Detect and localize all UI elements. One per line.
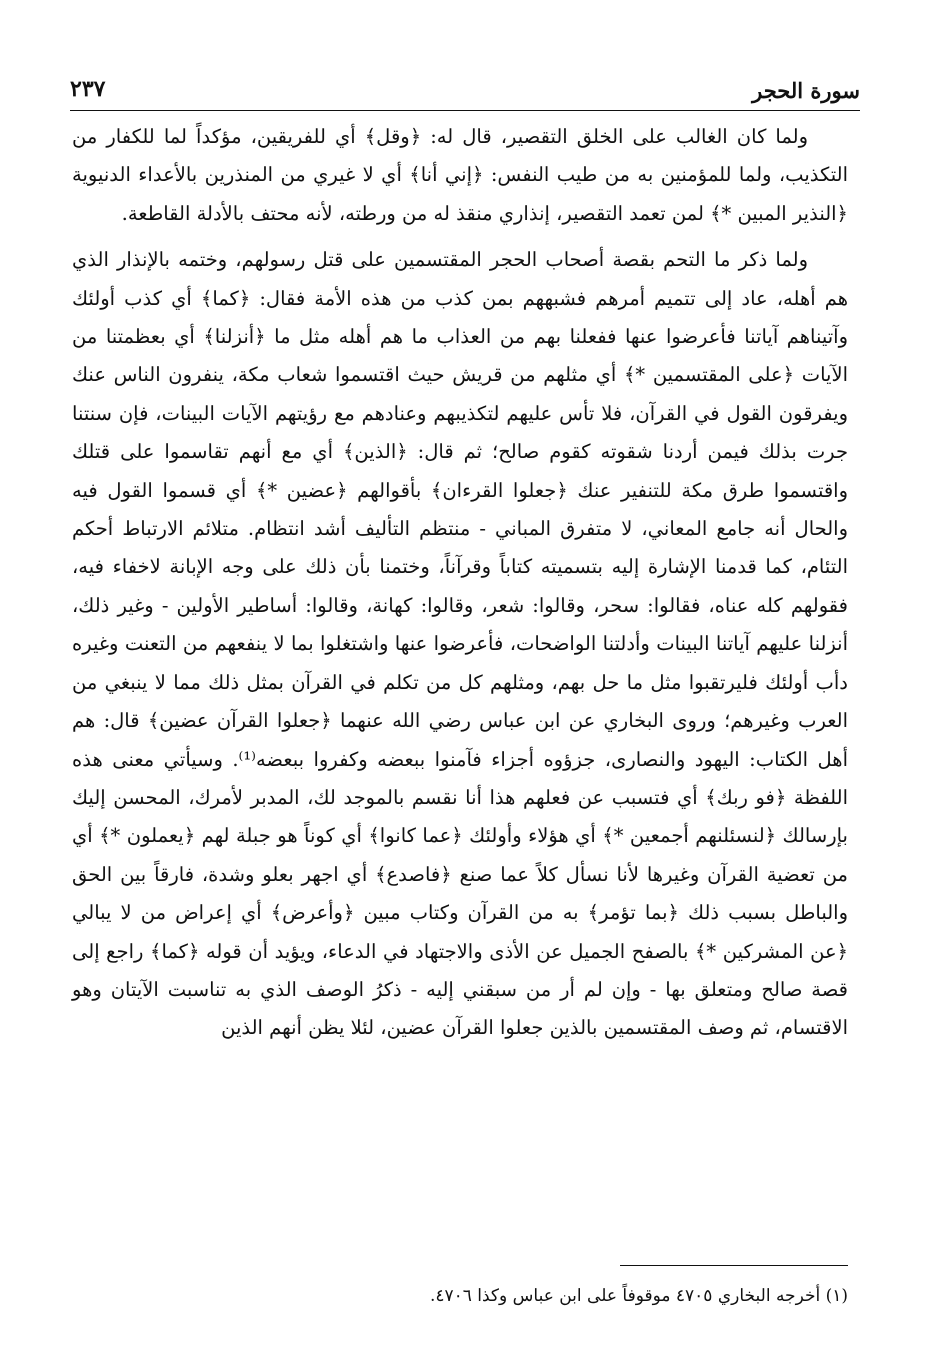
surah-title: سورة الحجر (752, 78, 860, 103)
header-divider (70, 110, 860, 111)
paragraph-1: ولما كان الغالب على الخلق التقصير، قال له: ﴿وقل﴾ أي للفريقين، مؤكداً لما للكفار من التكذيب، ولما للمؤمنين به من طيب النفس: ﴿إني أنا﴾ أي لا غيري من المنذرين بالأعداء الدنيوية ﴿النذير المبين *﴾ لمن تعمد التقصير، إنذاري منقذ له من ورطته، لأنه محتف بالأدلة القاطعة. (72, 125, 848, 225)
page-header (70, 70, 860, 110)
paragraph-2: ولما ذكر ما التحم بقصة أصحاب الحجر المقتسمين على قتل رسولهم، وختمه بالإنذار الذي هم أهله، عاد إلى تتميم أمرهم فشبههم بمن كذب من هذه الأمة فقال: ﴿كما﴾ أي كذب أولئك وآتيناهم آياتنا فأعرضوا عنها ففعلنا بهم من العذاب ما هم أهله مثل ما ﴿أنزلنا﴾ أي بعظمتنا من الآيات ﴿على المقتسمين *﴾ أي مثلهم من قريش حيث اقتسموا شعاب مكة، ينفرون الناس عنك ويفرقون القول في القرآن، فلا تأس عليهم لتكذيبهم وعنادهم مع رؤيتهم الآيات البينات، فإن سنتنا جرت بذلك فيمن أردنا شقوته كقوم صالح؛ ثم قال: ﴿الذين﴾ أي مع أنهم تقاسموا على قتلك واقتسموا طرق مكة للتنفير عنك ﴿جعلوا القرءان﴾ بأقوالهم ﴿عضين *﴾ أي قسموا القول فيه والحال أنه جامع المعاني، لا متفرق المباني - منتظم التأليف أشد انتظام. متلائم الارتباط أحكم التئام، كما قدمنا الإشارة إليه بتسميته كتاباً وقرآناً، وختمنا بأن ذلك على وجه الإبانة لاخفاء فيه، فقولهم كله عناه، فقالوا: سحر، وقالوا: شعر، وقالوا: كهانة، وقالوا: أساطير الأولين - وغير ذلك، أنزلنا عليهم آياتنا البينات وأدلتنا الواضحات، فأعرضوا عنها واشتغلوا بما لا ينفعهم من التعنت وغيره دأب أولئك فليرتقبوا مثل ما حل بهم، ومثلهم كل من تكلم في القرآن بمثل ذلك مما لا ينبغي من العرب وغيرهم؛ وروى البخاري عن ابن عباس رضي الله عنهما ﴿جعلوا القرآن عضين﴾ قال: هم أهل الكتاب: اليهود والنصارى، جزؤوه أجزاء فآمنوا ببعضه وكفروا ببعضه⁽¹⁾. وسيأتي معنى هذه اللفظة ﴿فو ربك﴾ أي فتسبب عن فعلهم هذا أنا نقسم بالموجد لك، المدبر لأمرك، المحسن إليك بإرسالك ﴿لنسئلنهم أجمعين *﴾ أي هؤلاء وأولئك ﴿عما كانوا﴾ أي كوناً هو جبلة لهم ﴿يعملون *﴾ أي من تعضية القرآن وغيرها لأنا نسأل كلاً عما صنع ﴿فاصدع﴾ أي اجهر بعلو وشدة، فارقاً بين الحق والباطل بسبب ذلك ﴿بما تؤمر﴾ به من القرآن وكتاب مبين ﴿وأعرض﴾ أي إعراض من لا يبالي ﴿عن المشركين *﴾ بالصفح الجميل عن الأذى والاجتهاد في الدعاء، ويؤيد أن قوله ﴿كما﴾ راجع إلى قصة صالح ومتعلق بها - وإن لم أر من سبقني إليه - ذكرُ الوصف الذي به تناسبت الآيتان وهو الاقتسام، ثم وصف المقتسمين بالذين جعلوا القرآن عضين، لئلا يظن أنهم الذين (72, 248, 848, 1040)
footnote-divider (620, 1265, 848, 1266)
main-text (72, 118, 848, 1048)
page-number: ٢٣٧ (70, 76, 106, 102)
footnote: (١) أخرجه البخاري ٤٧٠٥ موقوفاً على ابن عباس وكذا ٤٧٠٦. (429, 1286, 848, 1306)
